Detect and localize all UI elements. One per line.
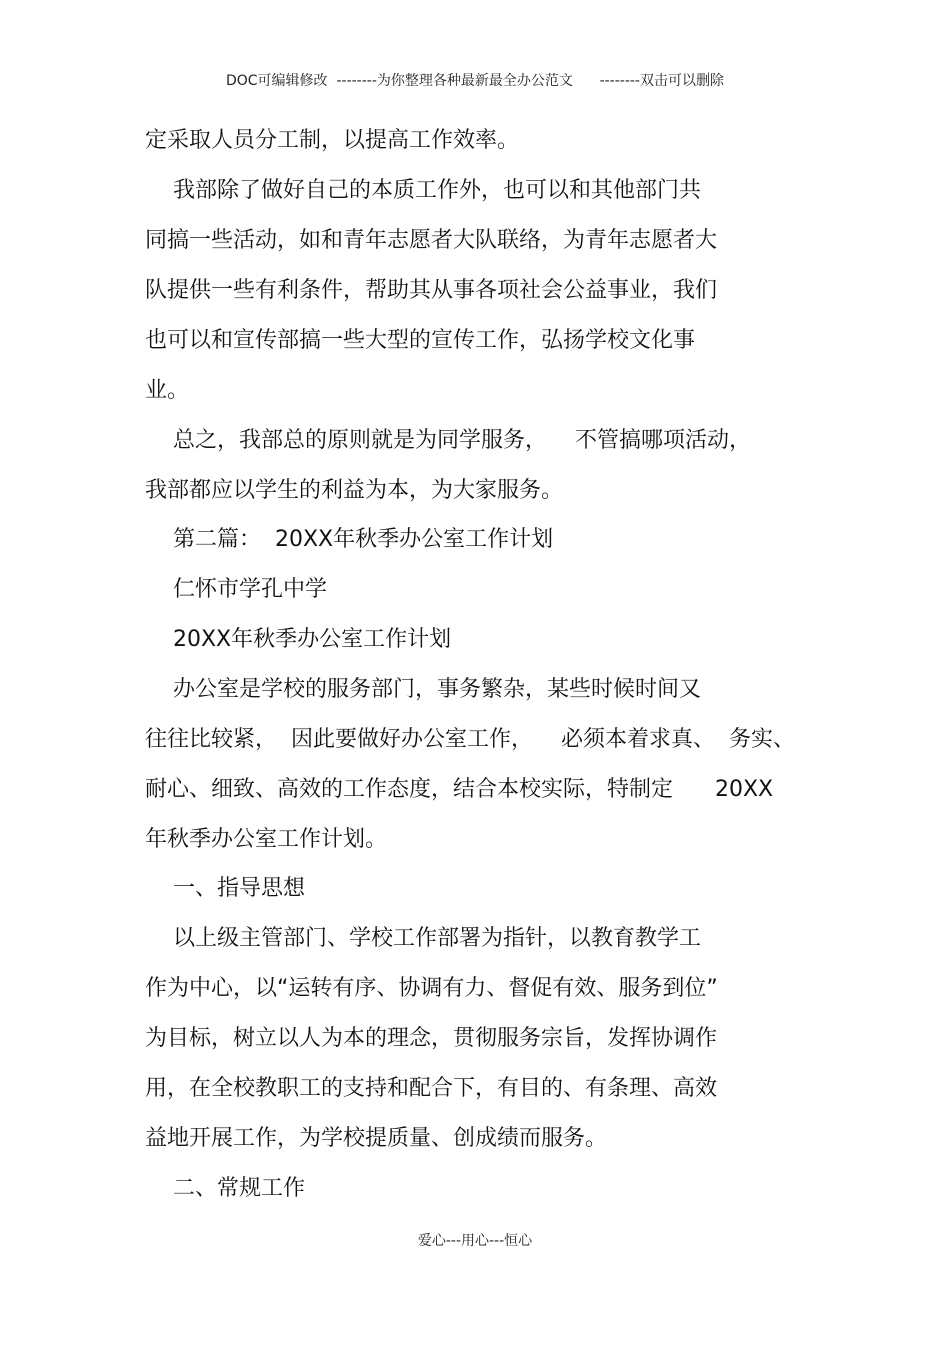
text-line: 往往比较紧， 因此要做好办公室工作， 必须本着求真、 务实、 xyxy=(145,727,795,752)
text-line: 用，在全校教职工的支持和配合下，有目的、有条理、高效 xyxy=(145,1076,718,1101)
text-line: 益地开展工作，为学校提质量、创成绩而服务。 xyxy=(145,1126,608,1151)
text-line: 定采取人员分工制，以提高工作效率。 xyxy=(145,128,520,153)
text-line: 耐心、细致、高效的工作态度，结合本校实际，特制定 20XX xyxy=(145,777,774,802)
page-footer: 爱心---用心---恒心 xyxy=(417,1233,533,1249)
section-title: 第二篇： 20XX年秋季办公室工作计划 xyxy=(145,527,554,552)
text-line: 同搞一些活动，如和青年志愿者大队联络，为青年志愿者大 xyxy=(145,228,718,253)
text-line: 我部除了做好自己的本质工作外，也可以和其他部门共 xyxy=(145,178,701,203)
text-line: 也可以和宣传部搞一些大型的宣传工作，弘扬学校文化事 xyxy=(145,328,696,353)
school-name: 仁怀市学孔中学 xyxy=(145,577,327,602)
plan-title: 20XX年秋季办公室工作计划 xyxy=(145,627,452,652)
heading-guiding-ideology: 一、指导思想 xyxy=(145,876,305,901)
text-line: 队提供一些有利条件，帮助其从事各项社会公益事业，我们 xyxy=(145,278,718,303)
text-line: 以上级主管部门、学校工作部署为指针，以教育教学工 xyxy=(145,926,701,951)
text-line: 业。 xyxy=(145,378,190,403)
heading-routine-work: 二、常规工作 xyxy=(145,1176,305,1201)
page-header: DOC可编辑修改 --------为你整理各种最新最全办公范文 --------双击可以删除 xyxy=(225,73,724,89)
text-line: 年秋季办公室工作计划。 xyxy=(145,827,388,852)
text-line: 作为中心，以“运转有序、协调有力、督促有效、服务到位” xyxy=(145,976,718,1001)
text-line: 总之，我部总的原则就是为同学服务， 不管搞哪项活动， xyxy=(145,428,751,453)
text-line: 我部都应以学生的利益为本，为大家服务。 xyxy=(145,478,564,503)
text-line: 办公室是学校的服务部门，事务繁杂，某些时候时间又 xyxy=(145,677,701,702)
text-line: 为目标，树立以人为本的理念，贯彻服务宗旨，发挥协调作 xyxy=(145,1026,718,1051)
